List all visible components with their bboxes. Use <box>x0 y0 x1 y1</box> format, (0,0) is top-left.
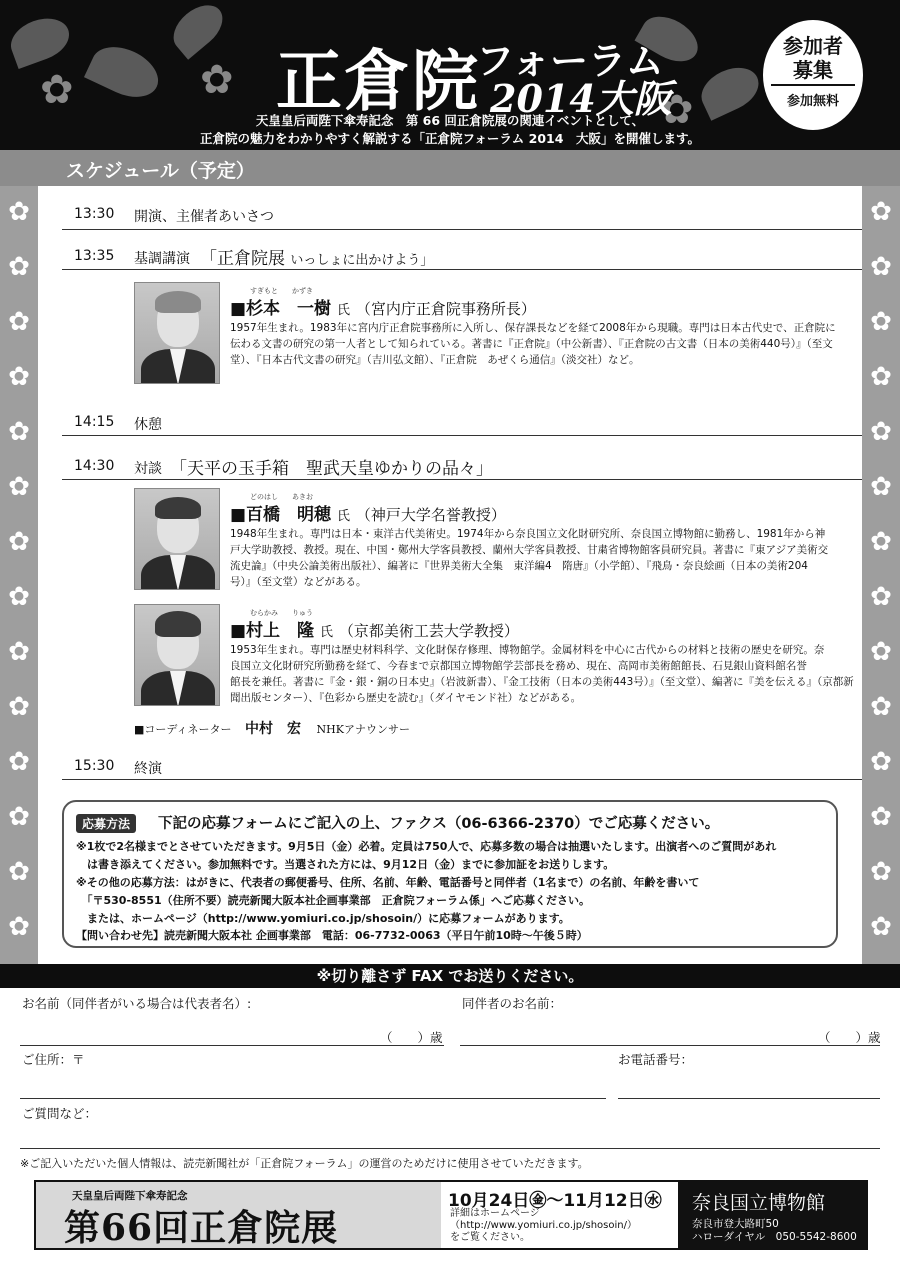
schedule-heading-bar <box>0 150 900 186</box>
title-forum: フォーラム <box>476 38 664 83</box>
speaker-name <box>230 500 506 525</box>
speaker-name-ruby: すぎもと かずき <box>250 287 313 295</box>
flower-icon: ✿ <box>870 857 892 887</box>
museum-address <box>692 1218 857 1244</box>
flower-icon: ✿ <box>870 582 892 612</box>
address-label: ご住所：〒 <box>22 1052 85 1067</box>
apply-tag: 応募方法 <box>76 814 136 833</box>
leaf-decoration <box>5 11 75 69</box>
flower-icon: ✿ <box>40 67 74 113</box>
badge-line-2: 募集 <box>793 58 833 82</box>
age-label: （ ）歳 <box>380 1030 443 1045</box>
flower-icon: ✿ <box>8 802 30 832</box>
flower-icon: ✿ <box>870 472 892 502</box>
speaker-affiliation: （神戸大学名誉教授） <box>355 506 506 524</box>
speaker-name <box>230 294 536 319</box>
speaker-suffix: 氏 <box>336 303 350 318</box>
schedule-time: 13:30 <box>74 206 115 222</box>
bio-line: 館長を兼任。著書に『金・銀・銅の日本史』（岩波新書）、『金工技術（日本の美術443号）』（至文堂）、編著に『美を伝える』（京都新 <box>230 676 854 688</box>
leaf-decoration <box>165 0 231 60</box>
bio-line: 聞出版センター）、『色彩から歴史を読む』（ダイヤモンド社）などがある。 <box>230 692 582 704</box>
keynote-title-sub: いっしょに出かけよう」 <box>290 253 434 268</box>
name-label: お名前（同伴者がいる場合は代表者名）: <box>22 996 252 1011</box>
flower-icon: ✿ <box>870 362 892 392</box>
flower-icon: ✿ <box>870 912 892 942</box>
schedule-label: 終演 <box>134 761 162 777</box>
bio-line: 号）』（至文堂）などがある。 <box>230 576 367 588</box>
schedule-label: 対談 <box>134 461 162 477</box>
flower-icon: ✿ <box>8 747 30 777</box>
schedule-row <box>62 242 862 270</box>
exhibition-dates: 10月24日㊎～11月12日㊌ <box>448 1191 662 1211</box>
apply-line: 「〒530-8551（住所不要）読売新聞大阪本社企画事業部 正倉院フォーラム係」へご応募ください。 <box>76 894 590 907</box>
bio-line: 流史論』（中央公論美術出版社）、編著に『世界美術大全集 東洋編4 隋唐』（小学館）、『飛鳥・奈良絵画（日本の美術204 <box>230 560 808 572</box>
coordinator-name: 中村 宏 <box>245 721 302 737</box>
flower-icon: ✿ <box>200 57 234 103</box>
question-label: ご質問など： <box>22 1106 98 1121</box>
flower-icon: ✿ <box>870 527 892 557</box>
museum-phone: ハローダイヤル 050-5542-8600 <box>692 1231 857 1243</box>
coordinator-role: NHKアナウンサー <box>316 723 410 736</box>
title-main: 正倉院 <box>276 42 480 120</box>
flower-icon: ✿ <box>870 637 892 667</box>
bio-line: 堂）、『日本古代文書の研究』（吉川弘文館）、『正倉院 あぜくら通信』（淡交社）など。 <box>230 354 640 366</box>
exhibition-details <box>450 1208 637 1244</box>
speaker-name-ruby: むらかみ りゅう <box>250 609 313 617</box>
speaker-name <box>230 616 519 641</box>
speaker-affiliation: （京都美術工芸大学教授） <box>338 622 519 640</box>
flower-icon: ✿ <box>8 857 30 887</box>
schedule-time: 14:30 <box>74 458 115 474</box>
apply-contact: 【問い合わせ先】読売新聞大阪本社 企画事業部 電話：06-7732-0063（平日午前10時～午後５時） <box>76 929 588 942</box>
museum-address-line: 奈良市登大路町50 <box>692 1218 779 1230</box>
flower-icon: ✿ <box>8 692 30 722</box>
companion-age-label: （ ）歳 <box>818 1030 881 1045</box>
flower-icon: ✿ <box>8 252 30 282</box>
flower-icon: ✿ <box>8 197 30 227</box>
flower-icon: ✿ <box>870 197 892 227</box>
application-box <box>62 800 838 948</box>
dialogue-title: 「天平の玉手箱 聖武天皇ゆかりの品々」 <box>170 459 493 479</box>
speaker-photo <box>134 488 220 590</box>
schedule-label: 開演、主催者あいさつ <box>134 209 274 225</box>
apply-lead: 下記の応募フォームにご記入の上、ファクス（06-6366-2370）でご応募ください。 <box>158 816 720 832</box>
flower-icon: ✿ <box>8 417 30 447</box>
left-flower-border <box>0 186 38 964</box>
schedule-heading: スケジュール（予定） <box>66 160 255 182</box>
keynote-title-main: 「正倉院展 <box>200 249 285 269</box>
flower-icon: ✿ <box>660 87 694 133</box>
bio-line: 良国立文化財研究所勤務を経て、今春まで京都国立博物館学芸部長を務め、現在、高岡市美術館館長、石見銀山資料館名誉 <box>230 660 807 672</box>
apply-line: は書き添えてください。参加無料です。当選された方には、9月12日（金）までに参加証をお送りします。 <box>76 858 615 871</box>
bio-line: 戸大学助教授、教授。現在、中国・鄭州大学客員教授、蘭州大学客員教授、甘粛省博物館客員研究員。著書に『東アジア美術交 <box>230 544 829 556</box>
exhibition-banner <box>34 1180 868 1250</box>
badge-free: 参加無料 <box>771 84 855 109</box>
detail-line: 詳細はホームページ <box>450 1208 540 1219</box>
speaker-affiliation: （宮内庁正倉院事務所長） <box>355 300 536 318</box>
speaker-photo <box>134 282 220 384</box>
flower-icon: ✿ <box>870 747 892 777</box>
speaker-bio <box>230 526 828 590</box>
phone-label: お電話番号： <box>618 1052 694 1067</box>
museum-panel <box>678 1182 866 1248</box>
companion-field[interactable] <box>460 1045 880 1046</box>
right-flower-border <box>862 186 900 964</box>
speaker-name-text: ■百橋 明穂 <box>230 505 332 525</box>
header-banner <box>0 0 900 150</box>
speaker-name-text: ■村上 隆 <box>230 621 315 641</box>
flower-icon: ✿ <box>8 527 30 557</box>
flower-icon: ✿ <box>870 417 892 447</box>
intro-line-2: 正倉院の魅力をわかりやすく解説する「正倉院フォーラム 2014 大阪」を開催します。 <box>200 131 700 146</box>
privacy-notice: ※ご記入いただいた個人情報は、読売新聞社が「正倉院フォーラム」の運営のためだけに使用させていただきます。 <box>20 1157 589 1170</box>
speaker-bio <box>230 642 854 706</box>
speaker-name-text: ■杉本 一樹 <box>230 299 332 319</box>
detail-line: をご覧ください。 <box>450 1232 530 1243</box>
badge-title <box>763 34 863 82</box>
exhibition-title-panel <box>36 1182 441 1248</box>
title-year: 2014大阪 <box>490 76 672 121</box>
flower-icon: ✿ <box>8 582 30 612</box>
name-field[interactable] <box>20 1045 444 1046</box>
apply-line: または、ホームページ（http://www.yomiuri.co.jp/shosoin/）に応募フォームがあります。 <box>76 912 570 925</box>
flower-icon: ✿ <box>8 307 30 337</box>
schedule-row <box>62 408 862 436</box>
exhibition-title: 第66回正倉院展 <box>64 1207 339 1249</box>
schedule-time: 13:35 <box>74 248 115 264</box>
badge-line-1: 参加者 <box>783 34 843 58</box>
museum-name: 奈良国立博物館 <box>692 1192 826 1214</box>
bio-line: 伝わる文書の研究の第一人者として知られている。著書に『正倉院』（中公新書）、『正倉院の古文書（日本の美術440号）』（至文 <box>230 338 833 350</box>
speaker-bio <box>230 320 836 368</box>
question-field[interactable] <box>20 1148 880 1149</box>
coordinator-label: ■コーディネーター <box>134 723 232 736</box>
flower-icon: ✿ <box>8 912 30 942</box>
intro-line-1: 天皇皇后両陛下傘寿記念 第 66 回正倉院展の関連イベントとして、 <box>255 113 645 128</box>
address-field[interactable] <box>20 1098 606 1099</box>
flower-icon: ✿ <box>870 252 892 282</box>
companion-label: 同伴者のお名前： <box>462 996 563 1011</box>
speaker-name-ruby: どのはし あきお <box>250 493 313 501</box>
flower-icon: ✿ <box>8 362 30 392</box>
speaker-photo <box>134 604 220 706</box>
schedule-row <box>62 204 862 230</box>
bio-line: 1953年生まれ。専門は歴史材料科学、文化財保存修理、博物館学。金属材料を中心に古代からの材料と技術の歴史を研究。奈 <box>230 644 825 656</box>
exhibition-subtitle: 天皇皇后両陛下傘寿記念 <box>72 1190 188 1202</box>
bio-line: 1957年生まれ。1983年に宮内庁正倉院事務所に入所し、保存課長などを経て2008年から現職。専門は日本古代史で、正倉院に <box>230 322 836 334</box>
schedule-label: 休憩 <box>134 417 162 433</box>
keynote-title <box>200 244 433 269</box>
leaf-decoration <box>84 37 166 106</box>
flower-icon: ✿ <box>870 307 892 337</box>
bio-line: 1948年生まれ。専門は日本・東洋古代美術史。1974年から奈良国立文化財研究所、奈良国立博物館に勤務し、1981年から神 <box>230 528 826 540</box>
speaker-suffix: 氏 <box>336 509 350 524</box>
speaker-suffix: 氏 <box>319 625 333 640</box>
participant-badge <box>763 20 863 130</box>
apply-line: ※1枚で2名様までとさせていただきます。9月5日（金）必着。定員は750人で、応募多数の場合は抽選いたします。出演者へのご質問があれ <box>76 840 777 853</box>
schedule-label: 基調講演 <box>134 251 190 267</box>
schedule-row <box>62 754 862 780</box>
flower-icon: ✿ <box>870 692 892 722</box>
schedule-time: 15:30 <box>74 758 115 774</box>
schedule-time: 14:15 <box>74 414 115 430</box>
flower-icon: ✿ <box>8 472 30 502</box>
apply-line: ※その他の応募方法：はがきに、代表者の郵便番号、住所、名前、年齢、電話番号と同伴者（1名まで）の名前、年齢を書いて <box>76 876 700 889</box>
coordinator <box>134 718 410 738</box>
fax-notice-bar: ※切り離さず FAX でお送りください。 <box>0 964 900 988</box>
phone-field[interactable] <box>618 1098 880 1099</box>
detail-link[interactable]: （http://www.yomiuri.co.jp/shosoin/） <box>450 1220 637 1231</box>
flower-icon: ✿ <box>870 802 892 832</box>
flower-icon: ✿ <box>8 637 30 667</box>
